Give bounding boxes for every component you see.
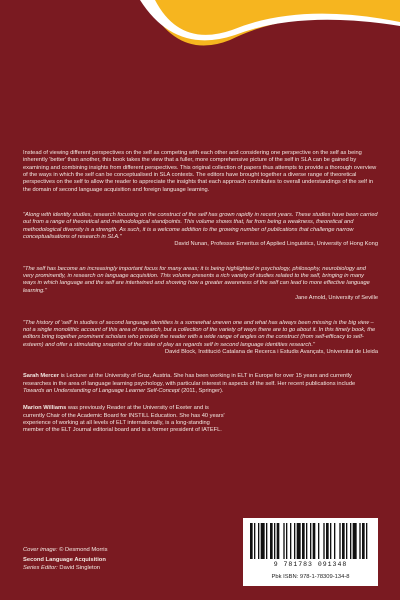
- editor-name: Marion Williams: [23, 405, 67, 412]
- cover-image-credit: Cover image: © Desmond Morris: [23, 547, 108, 553]
- barcode-bar: [277, 523, 280, 559]
- barcode-bar: [297, 523, 301, 559]
- endorsement-block: [23, 320, 378, 357]
- barcode-bar: [270, 523, 273, 559]
- endorsement-text: "Along with identity studies, research focusing on the construct of the self has grown rapidly in recent years. These studies have been carried out from a range of theoretical and methodological standpoints. This volume shows that, far from being a weakness, theoretical and methodological diversity is a strength. As such, it is a welcome addition to the growing number of publications that challenge narrow conceptualisations of research in SLA.": [23, 212, 378, 241]
- barcode-bar: [313, 523, 316, 559]
- endorsement-text: "The self has become an increasingly important focus for many areas; it is being highlighted in psychology, philosophy, neurobiology and very prominently, in research on language acquisition. This volume presents a rich variety of studies related to the self, bringing in many ways in which language and the self are intertwined and showing how a greater awareness of the self can lead to more effective language learning.": [23, 265, 370, 294]
- bio-text: is Lecturer at the University of Graz, Austria. She has been working in ELT in Europe for over 15 years and currently researches in the area of language learning psychology, with particular interest in aspects of the self. Her recent publications include: [23, 373, 356, 387]
- series-title: Second Language Acquisition: [23, 557, 106, 563]
- book-title: Towards an Understanding of Language Learner Self-Concept: [23, 387, 180, 394]
- endorsement-attribution: David Block, Institució Catalana de Recerca i Estudis Avançats, Universitat de Lleida: [165, 348, 378, 355]
- barcode-bar: [346, 523, 347, 559]
- endorsement-attribution: Jane Arnold, University of Seville: [295, 295, 378, 302]
- barcode-bar: [294, 523, 295, 559]
- barcode: [250, 523, 370, 559]
- back-cover-text: [23, 150, 378, 445]
- endorsement-attribution: David Nunan, Professor Emeritus of Applied Linguistics, University of Hong Kong: [174, 241, 378, 248]
- barcode-bar: [359, 523, 360, 559]
- barcode-bar: [254, 523, 255, 559]
- barcode-bar: [350, 523, 351, 559]
- barcode-bar: [353, 523, 357, 559]
- endorsement-text: "The history of 'self' in studies of second language identities is a somewhat uneven one and what has always been missing is the big view – not a single monolithic account of this area of research, but a collection of the variety of ways there are to go about it. In this timely book, the editors bring together prominent scholars who provide the reader with a wide range of angles on the construct (from self-efficacy to self-esteem) and offer a stimulating snapshot of the state of play as regards self in second language identities research.": [23, 319, 376, 348]
- barcode-bar: [342, 523, 345, 559]
- credits: [23, 546, 223, 572]
- barcode-digits: 9 781783 091348: [273, 561, 348, 568]
- decorative-swoosh: [0, 0, 400, 90]
- barcode-bar: [334, 523, 335, 559]
- series-editor: Series Editor: David Singleton: [23, 565, 101, 571]
- barcode-bar: [362, 523, 365, 559]
- barcode-bar: [323, 523, 324, 559]
- barcode-bar: [290, 523, 291, 559]
- book-description: Instead of viewing different perspectives on the self as competing with each other and considering one perspective on the self as being inherently 'better' than another, this book takes the view that a fuller, more comprehensive picture of the self in SLA can be gained by examining and combining insights from different perspectives. This original collection of papers thus attempts to provide a thorough overview of the ways in which the self can be conceptualised in SLA contexts. The editors have brought together a diverse range of theoretical perspectives on the self to allow the reader to appreciate the insights that each approach contributes to overall understandings of the self in the domain of second language acquisition and foreign language learning.: [23, 150, 377, 193]
- barcode-bar: [302, 523, 305, 559]
- barcode-panel: [243, 518, 378, 586]
- endorsement-arnold: [23, 266, 378, 303]
- barcode-bar: [339, 523, 340, 559]
- barcode-bar: [310, 523, 311, 559]
- barcode-bar: [330, 523, 331, 559]
- editor-bio-williams: [23, 405, 228, 434]
- barcode-bar: [274, 523, 275, 559]
- barcode-bar: [326, 523, 329, 559]
- barcode-bar: [286, 523, 287, 559]
- barcode-bar: [261, 523, 265, 559]
- bio-text: was previously Reader at the University of Exeter and is currently Chair of the Academic Board for INSTILL Education. She has 40 years' experience of working at all levels of ELT internationally, is a long-standing member of the ELT Journal editorial board and is a former president of IATEFL.: [23, 405, 225, 434]
- bio-text: (2011, Springer).: [179, 387, 224, 394]
- editor-name: Sarah Mercer: [23, 373, 60, 380]
- pbk-isbn: Pbk ISBN: 978-1-78309-134-8: [271, 574, 350, 580]
- barcode-bar: [318, 523, 319, 559]
- barcode-bar: [250, 523, 253, 559]
- barcode-bar: [306, 523, 307, 559]
- endorsement-nunan: [23, 212, 378, 249]
- editor-bio-mercer: [23, 373, 378, 395]
- barcode-bar: [266, 523, 267, 559]
- barcode-bar: [366, 523, 367, 559]
- barcode-bar: [283, 523, 284, 559]
- barcode-bar: [258, 523, 259, 559]
